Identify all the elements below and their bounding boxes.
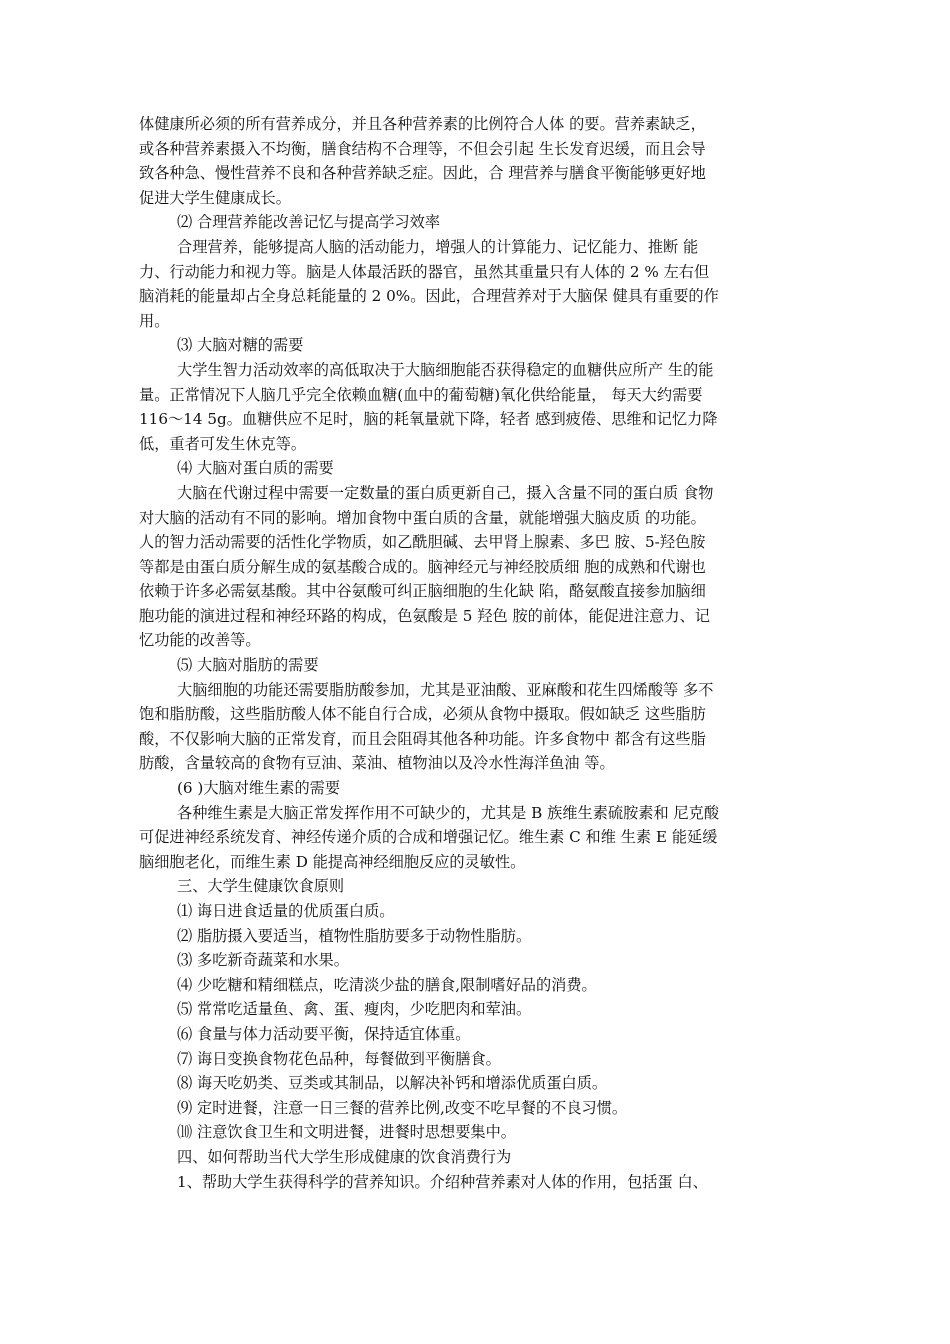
text-line: 大脑细胞的功能还需要脂肪酸参加，尤其是亚油酸、亚麻酸和花生四烯酸等 多不: [177, 680, 714, 699]
text-line: 大学生智力活动效率的高低取决于大脑细胞能否获得稳定的血糖供应所产 生的能: [177, 360, 714, 379]
text-line: 脑细胞老化，而维生素 D 能提高神经细胞反应的灵敏性。: [139, 852, 526, 871]
text-line: ⑶ 大脑对糖的需要: [177, 336, 304, 355]
text-line: 116〜14 5g。血糖供应不足时，脑的耗氧量就下降，轻者 感到疲倦、思维和记忆力降: [139, 410, 718, 429]
text-line: ⑷ 少吃糖和精细糕点，吃清淡少盐的膳食,限制嗜好品的消费。: [177, 975, 597, 994]
text-line: ⑹ 食量与体力活动要平衡，保持适宜体重。: [177, 1024, 471, 1043]
text-line: ⑽ 注意饮食卫生和文明进餐，进餐时思想要集中。: [177, 1123, 516, 1142]
text-line: ⑸ 常常吃适量鱼、禽、蛋、瘦肉，少吃肥肉和荤油。: [177, 1000, 532, 1019]
text-line: 肪酸，含量较高的食物有豆油、菜油、植物油以及冷水性海洋鱼油 等。: [139, 754, 615, 773]
text-line: 各种维生素是大脑正常发挥作用不可缺少的，尤其是 B 族维生素硫胺素和 尼克酸: [177, 803, 720, 822]
text-line: 合理营养，能够提高人脑的活动能力，增强人的计算能力、记忆能力、推断 能: [177, 237, 699, 256]
text-line: 大脑在代谢过程中需要一定数量的蛋白质更新自己，摄入含量不同的蛋白质 食物: [177, 483, 714, 502]
text-line: 可促进神经系统发育、神经传递介质的合成和增强记忆。维生素 C 和维 生素 E 能延缓: [139, 828, 718, 847]
text-line: 对大脑的活动有不同的影响。增加食物中蛋白质的含量，就能增强大脑皮质 的功能。: [139, 508, 706, 527]
text-line: ⑸ 大脑对脂肪的需要: [177, 656, 319, 675]
document-page: [139, 112, 823, 1194]
text-line: 或各种营养素摄入不均衡，膳食结构不合理等，不但会引起 生长发育迟缓，而且会导: [139, 139, 706, 158]
text-line: 脑消耗的能量却占全身总耗能量的 2 0%。因此，合理营养对于大脑保 健具有重要的作: [139, 287, 719, 306]
text-line: 酸，不仅影响大脑的正常发育，而且会阻碍其他各种功能。许多食物中 都含有这些脂: [139, 729, 706, 748]
text-line: 低，重者可发生休克等。: [139, 434, 307, 453]
text-line: 力、行动能力和视力等。脑是人体最活跃的器官，虽然其重量只有人体的 2 % 左右但: [139, 262, 710, 281]
text-line: 人的智力活动需要的活性化学物质，如乙酰胆碱、去甲肾上腺素、多巴 胺、5-羟色胺: [139, 533, 706, 552]
text-line: ⑺ 诲日变换食物花色品种，每餐做到平衡膳食。: [177, 1049, 501, 1068]
text-line: 等都是由蛋白质分解生成的氨基酸合成的。脑神经元与神经胶质细 胞的成熟和代谢也: [139, 557, 706, 576]
text-line: 三、大学生健康饮食原则: [177, 877, 345, 896]
text-line: ⑶ 多吃新奇蔬菜和水果。: [177, 951, 349, 970]
text-line: 依赖于许多必需氨基酸。其中谷氨酸可纠正脑细胞的生化缺 陷，酪氨酸直接参加脑细: [139, 582, 706, 601]
text-line: ⑷ 大脑对蛋白质的需要: [177, 459, 334, 478]
text-line: 致各种急、慢性营养不良和各种营养缺乏症。因此，合 理营养与膳食平衡能够更好地: [139, 164, 706, 183]
text-line: ⑴ 诲日进食适量的优质蛋白质。: [177, 902, 395, 920]
text-line: ⑼ 定时进餐，注意一日三餐的营养比例,改变不吃早餐的不良习惯。: [177, 1098, 628, 1117]
text-line: 忆功能的改善等。: [139, 631, 261, 650]
text-line: ⑻ 诲天吃奶类、豆类或其制品，以解决补钙和增添优质蛋白质。: [177, 1074, 608, 1093]
text-line: 饱和脂肪酸，这些脂肪酸人体不能自行合成，必须从食物中摄取。假如缺乏 这些脂肪: [139, 705, 706, 724]
text-line: 四、如何帮助当代大学生形成健康的饮食消费行为: [177, 1147, 512, 1166]
text-line: ⑵ 合理营养能改善记忆与提高学习效率: [177, 213, 441, 232]
text-line: 量。正常情况下人脑几乎完全依赖血糖(血中的葡萄糖)氧化供给能量， 每天大约需要: [139, 385, 703, 404]
text-line: 促进大学生健康成长。: [139, 188, 291, 207]
text-line: 胞功能的演进过程和神经环路的构成，色氨酸是 5 羟色 胺的前体，能促进注意力、记: [139, 606, 710, 625]
text-line: 用。: [139, 311, 170, 330]
text-line: ⑵ 脂肪摄入要适当，植物性脂肪要多于动物性脂肪。: [177, 926, 532, 945]
text-line: 体健康所必须的所有营养成分，并且各种营养素的比例符合人体 的要。营养素缺乏，: [139, 115, 706, 133]
text-line: 1、帮助大学生获得科学的营养知识。介绍种营养素对人体的作用，包括蛋 白、: [177, 1172, 708, 1191]
text-line: (6 )大脑对维生素的需要: [177, 779, 341, 798]
